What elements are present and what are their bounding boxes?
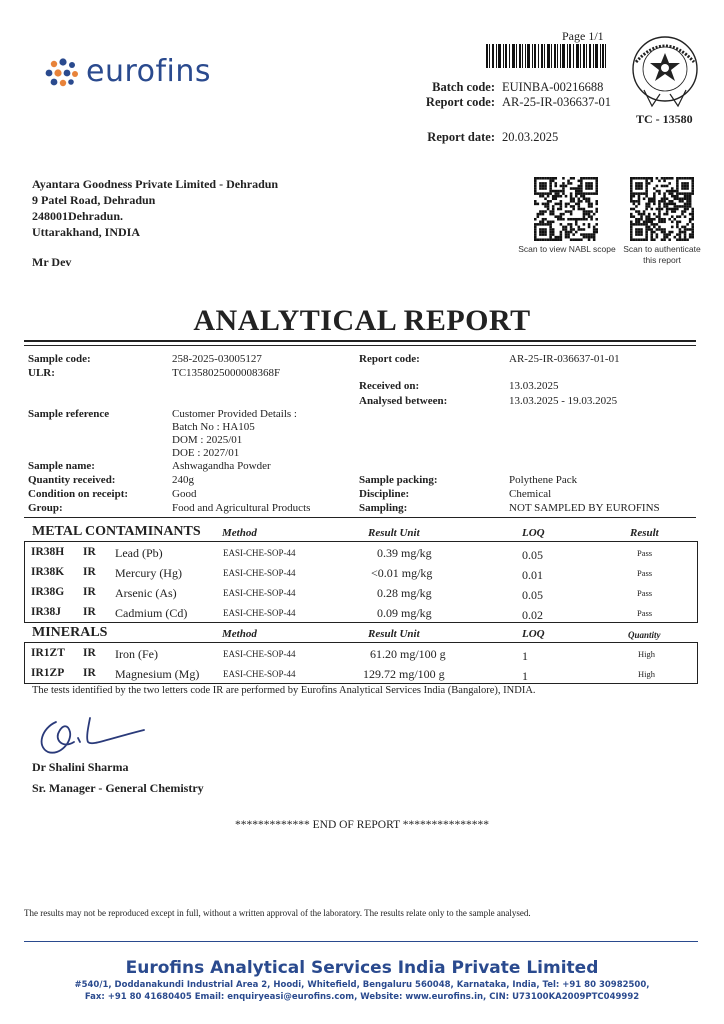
method: EASI-CHE-SOP-44 (223, 608, 296, 618)
result: <0.01 mg/kg (371, 566, 433, 580)
title-rule-thin (24, 345, 696, 346)
loq: 0.02 (522, 608, 543, 622)
analysed-label: Analysed between: (359, 395, 448, 407)
details-rule (24, 517, 696, 518)
parameter: Mercury (Hg) (115, 566, 182, 580)
loq: 1 (522, 649, 528, 663)
batch-code-value: EUINBA-00216688 (502, 80, 604, 94)
minerals-col-loq: LOQ (522, 628, 545, 640)
table-row (25, 645, 699, 663)
metals-col-result-status: Result (630, 527, 659, 539)
quantity-label: Quantity received: (28, 474, 116, 486)
report-code-value: AR-25-IR-036637-01 (502, 95, 612, 109)
result: 129.72 mg/100 g (363, 667, 445, 681)
table-row (25, 604, 699, 622)
report-title: ANALYTICAL REPORT (193, 304, 531, 337)
lab-code: IR (83, 667, 96, 679)
minerals-section-title: MINERALS (32, 625, 108, 640)
address-line-3: 248001Dehradun. (32, 209, 124, 223)
metals-table (24, 541, 698, 623)
method: EASI-CHE-SOP-44 (223, 649, 296, 659)
nabl-seal-icon (630, 34, 700, 110)
method: EASI-CHE-SOP-44 (223, 548, 296, 558)
loq: 0.05 (522, 548, 543, 562)
parameter: Arsenic (As) (115, 586, 177, 600)
method: EASI-CHE-SOP-44 (223, 669, 296, 679)
signature-icon (34, 712, 150, 758)
metals-col-result: Result Unit (368, 527, 420, 539)
lab-code: IR (83, 606, 96, 618)
minerals-col-result: Result Unit (368, 628, 420, 640)
eurofins-dots-icon (44, 56, 82, 92)
discipline-label: Discipline: (359, 488, 410, 500)
test-code: IR1ZT (31, 647, 65, 659)
table-row (25, 584, 699, 602)
sample-reference-value: Customer Provided Details : Batch No : HA105 DOM : 2025/01 DOE : 2027/01 (172, 408, 297, 459)
batch-barcode (486, 44, 606, 68)
condition-value: Good (172, 488, 197, 500)
result: 0.39 mg/kg (377, 546, 432, 560)
sample-reference-label: Sample reference (28, 408, 110, 420)
parameter: Cadmium (Cd) (115, 606, 188, 620)
address-line-4: Uttarakhand, INDIA (32, 225, 141, 239)
packing-label: Sample packing: (359, 474, 438, 486)
method: EASI-CHE-SOP-44 (223, 588, 296, 598)
result: 61.20 mg/100 g (370, 647, 446, 661)
batch-code-label: Batch code: (432, 80, 495, 94)
footer-rule (24, 941, 698, 942)
analysed-value: 13.03.2025 - 19.03.2025 (509, 395, 618, 407)
lab-code: IR (83, 546, 96, 558)
result: 0.28 mg/kg (377, 586, 432, 600)
table-row (25, 544, 699, 562)
minerals-col-method: Method (222, 628, 257, 640)
result-status: Pass (637, 568, 653, 578)
loq: 1 (522, 669, 528, 683)
parameter: Magnesium (Mg) (115, 667, 200, 681)
sampling-value: NOT SAMPLED BY EUROFINS (509, 502, 660, 514)
result-status: Pass (637, 588, 653, 598)
lab-code: IR (83, 586, 96, 598)
sample-name-label: Sample name: (28, 460, 95, 472)
footer-company-name: Eurofins Analytical Services India Private Limited (125, 958, 599, 978)
authenticate-qr-icon (629, 177, 695, 241)
tc-number: TC - 13580 (636, 112, 693, 126)
test-code: IR38G (31, 586, 65, 598)
sample-report-code-value: AR-25-IR-036637-01-01 (509, 353, 620, 365)
minerals-col-quantity: Quantity (628, 630, 661, 640)
lab-note: The tests identified by the two letters code IR are performed by Eurofins Analytical Services India (Bangalore), INDIA. (32, 685, 536, 696)
qr-caption-nabl: Scan to view NABL scope (518, 244, 616, 254)
result-status: Pass (637, 548, 653, 558)
lab-code: IR (83, 647, 96, 659)
method: EASI-CHE-SOP-44 (223, 568, 296, 578)
lab-code: IR (83, 566, 96, 578)
group-label: Group: (28, 502, 63, 514)
nabl-scope-qr-icon (530, 177, 602, 241)
report-date-label: Report date: (427, 130, 495, 144)
metals-col-loq: LOQ (522, 527, 545, 539)
sample-code-value: 258-2025-03005127 (172, 353, 262, 365)
signatory-name: Dr Shalini Sharma (32, 760, 129, 774)
condition-label: Condition on receipt: (28, 488, 129, 500)
test-code: IR38H (31, 546, 65, 558)
packing-value: Polythene Pack (509, 474, 578, 486)
qr-caption-authenticate: Scan to authenticate this report (623, 244, 701, 265)
loq: 0.01 (522, 568, 543, 582)
result-status: Pass (637, 608, 653, 618)
table-row (25, 564, 699, 582)
discipline-value: Chemical (509, 488, 552, 500)
loq: 0.05 (522, 588, 543, 602)
quantity-status: High (638, 669, 655, 679)
parameter: Lead (Pb) (115, 546, 163, 560)
quantity-status: High (638, 649, 655, 659)
metals-col-method: Method (222, 527, 257, 539)
eurofins-logo (44, 56, 224, 92)
footer-address-line-1: #540/1, Doddanakundi Industrial Area 2, Hoodi, Whitefield, Bengaluru 560048, Karnataka, India, Tel: +91 80 30982500, (74, 980, 650, 990)
test-code: IR1ZP (31, 667, 65, 679)
ulr-label: ULR: (28, 367, 55, 379)
page-number: Page 1/1 (562, 29, 604, 43)
group-value: Food and Agricultural Products (172, 502, 311, 514)
sample-code-label: Sample code: (28, 353, 91, 365)
report-date-value: 20.03.2025 (502, 130, 559, 144)
address-line-1: Ayantara Goodness Private Limited - Dehradun (32, 177, 279, 191)
address-line-2: 9 Patel Road, Dehradun (32, 193, 156, 207)
logo-wordmark: eurofins (86, 54, 212, 89)
signatory-role: Sr. Manager - General Chemistry (32, 781, 204, 795)
end-of-report: ************* END OF REPORT *************** (234, 819, 490, 831)
minerals-table (24, 642, 698, 684)
test-code: IR38J (31, 606, 62, 618)
parameter: Iron (Fe) (115, 647, 158, 661)
report-code-label: Report code: (425, 95, 495, 109)
sampling-label: Sampling: (359, 502, 408, 514)
ulr-value: TC1358025000008368F (172, 367, 281, 379)
sample-report-code-label: Report code: (359, 353, 420, 365)
customer-address (32, 176, 278, 240)
table-row (25, 665, 699, 683)
received-label: Received on: (359, 380, 420, 392)
footer-address-line-2: Fax: +91 80 41680405 Email: enquiryeasi@eurofins.com, Website: www.eurofins.in, CIN: U73100KA2009PTC049992 (84, 992, 640, 1002)
disclaimer: The results may not be reproduced except in full, without a written approval of the laboratory. The results relate only to the sample analysed. (24, 908, 531, 918)
sample-name-value: Ashwagandha Powder (172, 460, 271, 472)
metals-section-title: METAL CONTAMINANTS (32, 524, 201, 539)
title-rule (24, 340, 696, 342)
test-code: IR38K (31, 566, 65, 578)
received-value: 13.03.2025 (509, 380, 559, 392)
quantity-value: 240g (172, 474, 194, 486)
result: 0.09 mg/kg (377, 606, 432, 620)
attention-name: Mr Dev (32, 255, 72, 269)
